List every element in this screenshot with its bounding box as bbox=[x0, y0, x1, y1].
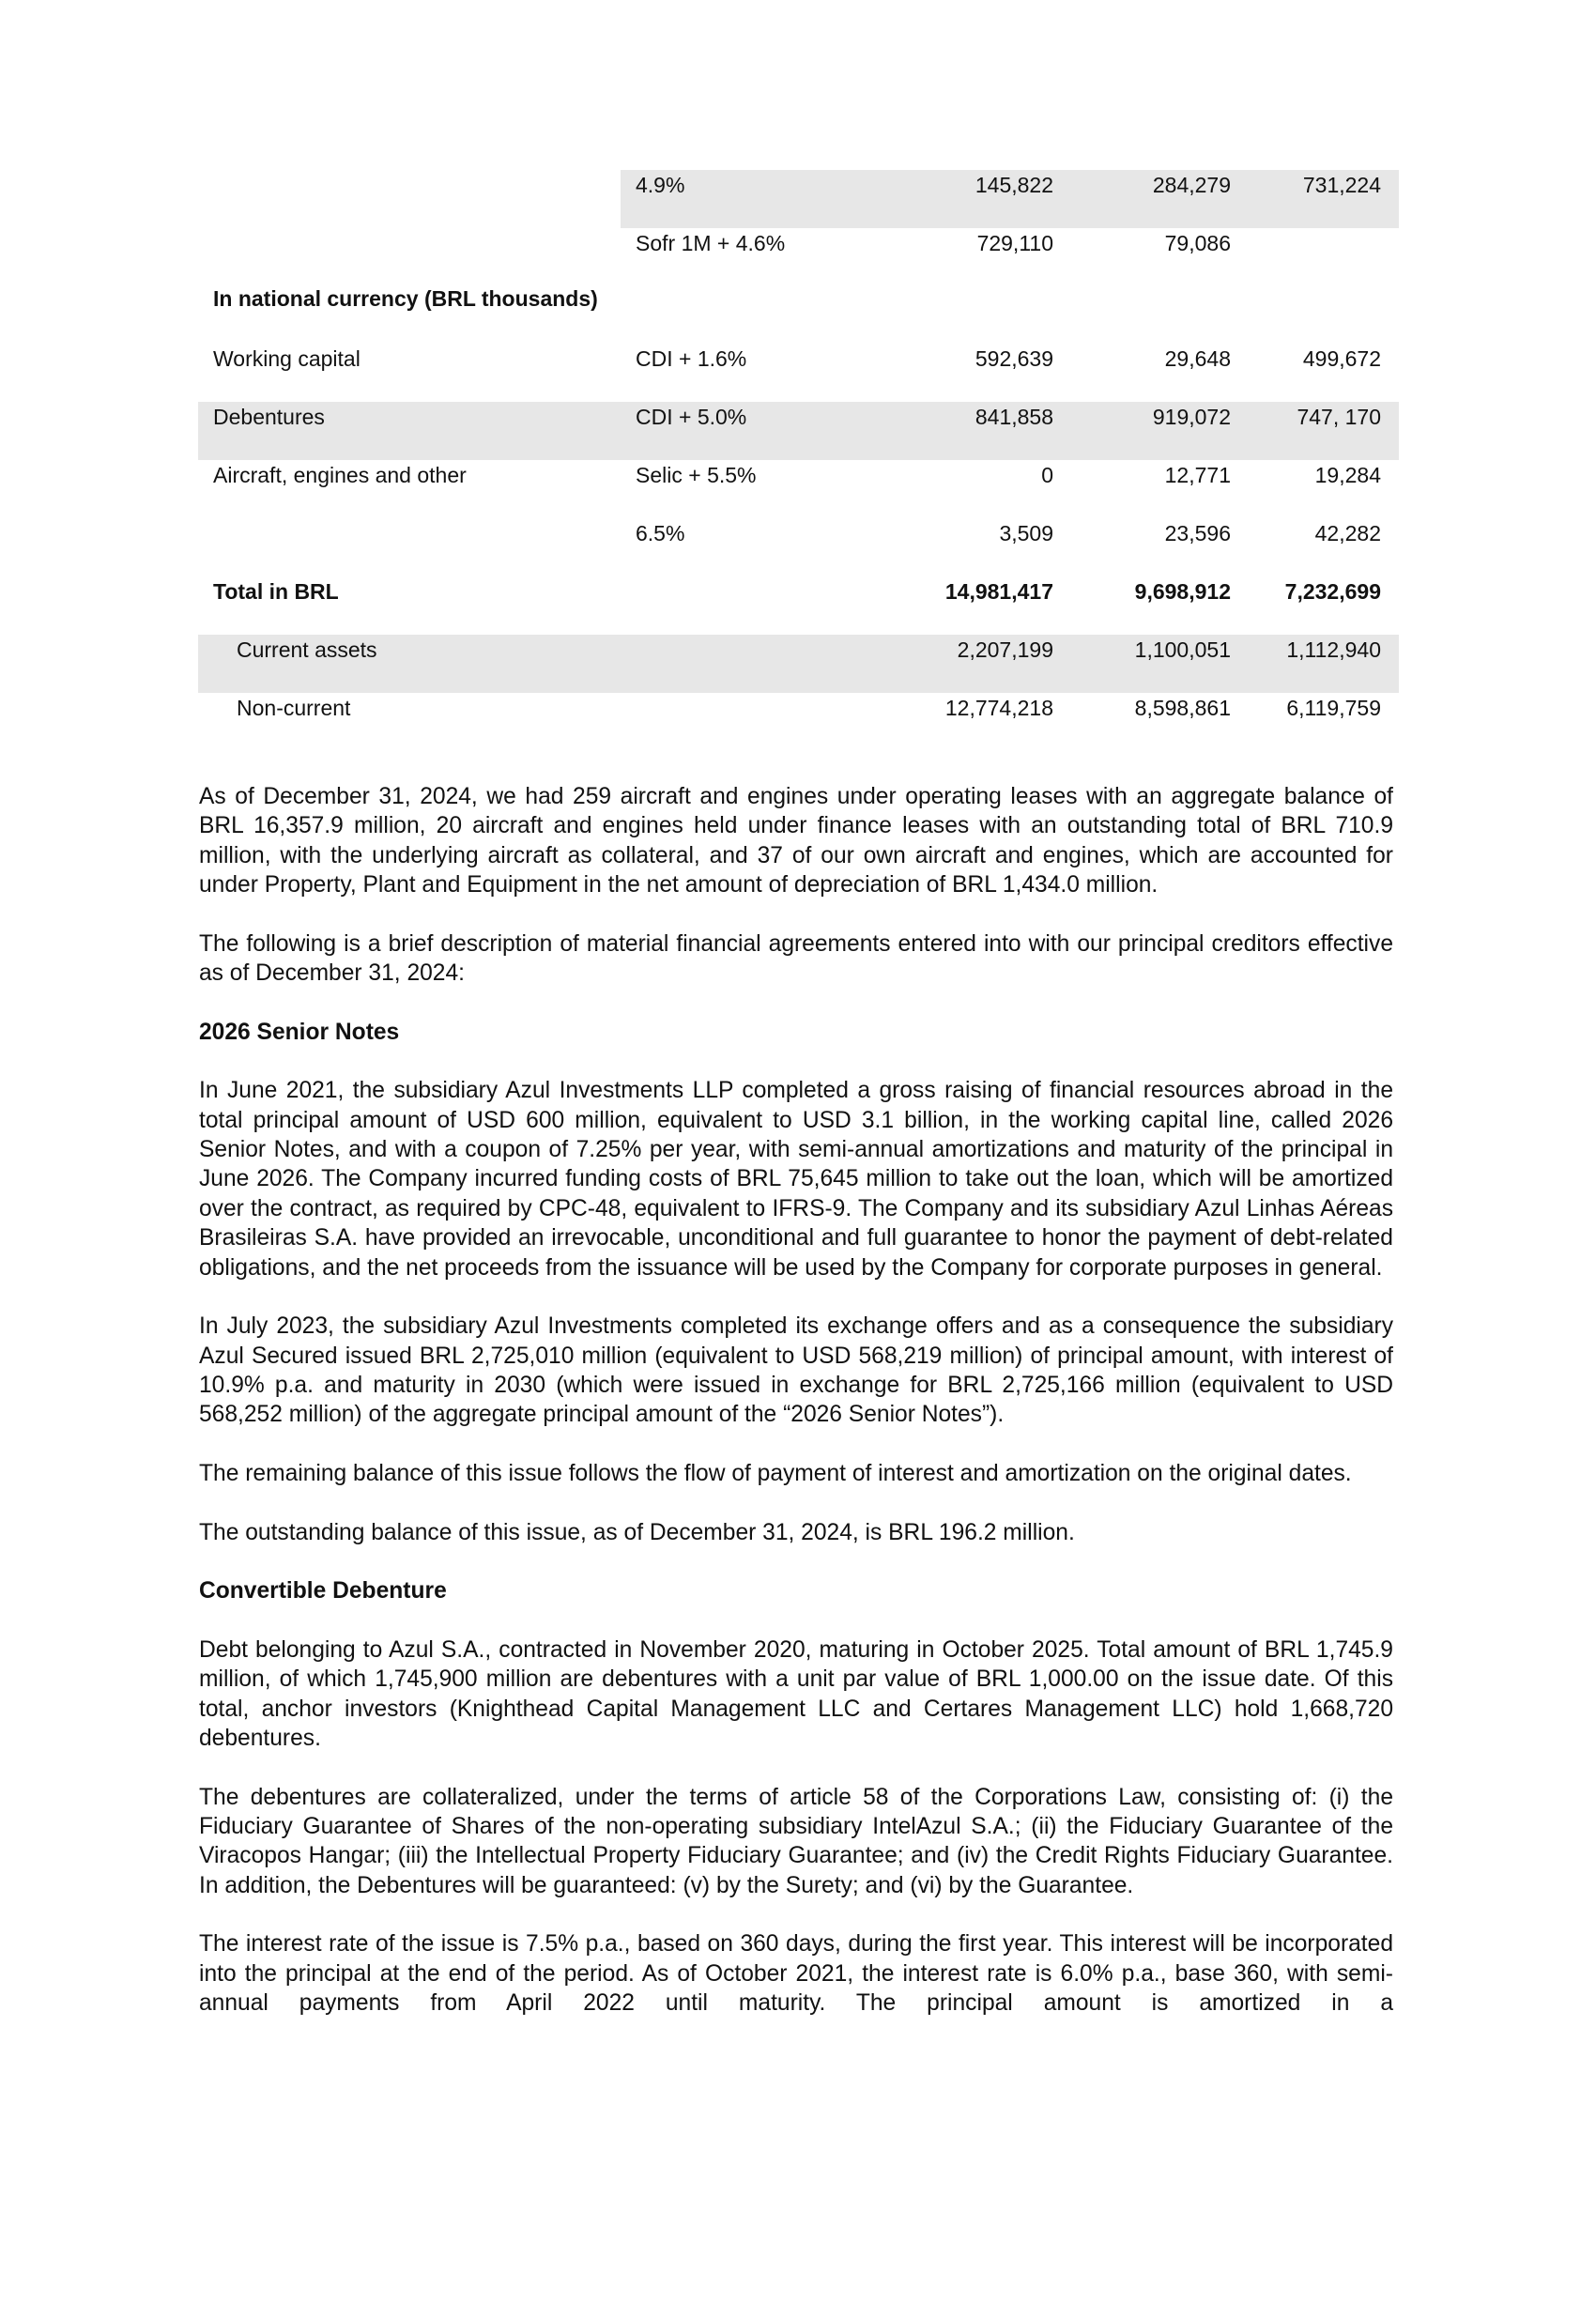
row-rate bbox=[621, 635, 917, 693]
document-body bbox=[199, 782, 1393, 2018]
row-label bbox=[198, 228, 621, 286]
total-label: Total in BRL bbox=[213, 579, 339, 604]
row-value-2: 23,596 bbox=[1164, 521, 1231, 545]
row-label: Debentures bbox=[198, 402, 621, 460]
row-value-1: 145,822 bbox=[917, 170, 1053, 228]
row-label: Aircraft, engines and other bbox=[213, 463, 467, 487]
total-value-3: 7,232,699 bbox=[1284, 579, 1381, 604]
paragraph-debenture-interest: The interest rate of the issue is 7.5% p.a., based on 360 days, during the first year. This interest will be incorporated into the principal at the end of the period. As of October 2021, the interest rate is 6.0% p.a., base 360, with semi-annual payments from April 2022 until maturity. The principal amount is amortized in a bbox=[199, 1931, 1393, 2017]
table-total-row bbox=[198, 576, 1399, 635]
row-value-2: 284,279 bbox=[1053, 170, 1231, 228]
row-label: Working capital bbox=[213, 346, 361, 371]
table-row bbox=[198, 344, 1399, 402]
row-value-3: 42,282 bbox=[1314, 521, 1381, 545]
total-value-1: 14,981,417 bbox=[944, 579, 1053, 604]
section-label: In national currency (BRL thousands) bbox=[213, 286, 598, 311]
row-label bbox=[198, 170, 621, 228]
row-value-3: 747, 170 bbox=[1231, 402, 1381, 460]
row-value-1: 3,509 bbox=[999, 521, 1053, 545]
row-label: Current assets bbox=[198, 635, 621, 693]
row-value-2: 919,072 bbox=[1053, 402, 1231, 460]
table-row bbox=[198, 518, 1399, 576]
row-value-1: 2,207,199 bbox=[917, 635, 1053, 693]
row-pad bbox=[1381, 402, 1399, 460]
row-value-3: 499,672 bbox=[1302, 346, 1381, 371]
row-pad bbox=[1381, 576, 1399, 635]
table-row bbox=[198, 460, 1399, 518]
row-rate: CDI + 1.6% bbox=[636, 346, 747, 371]
paragraph-outstanding-balance: The outstanding balance of this issue, as of December 31, 2024, is BRL 196.2 million. bbox=[199, 1519, 1075, 1545]
row-value-2: 1,100,051 bbox=[1053, 635, 1231, 693]
row-value-1 bbox=[917, 286, 1053, 344]
paragraph-exchange-offers: In July 2023, the subsidiary Azul Investments completed its exchange offers and as a consequence the subsidiary Azul Secured issued BRL 2,725,010 million (equivalent to USD 568,219 million) of principal amount, with interest of 10.9% p.a. and maturity in 2030 (which were issued in exchange for BRL 2,725,166 million (equivalent to USD 568,252 million) of the aggregate principal amount of the “2026 Senior Notes”). bbox=[199, 1313, 1393, 1428]
loans-financing-table bbox=[198, 170, 1399, 751]
row-value-1: 12,774,218 bbox=[944, 696, 1053, 720]
paragraph-aircraft-leases: As of December 31, 2024, we had 259 aircraft and engines under operating leases with an aggregate balance of BRL 16,357.9 million, 20 aircraft and engines held under finance leases with an outstanding total of BRL 710.9 million, with the underlying aircraft as collateral, and 37 of our own aircraft and engines, which are accounted for under Property, Plant and Equipment in the net amount of depreciation of BRL 1,434.0 million. bbox=[199, 784, 1393, 898]
table-section-header bbox=[198, 286, 1399, 344]
row-pad bbox=[1381, 228, 1399, 286]
row-rate: CDI + 5.0% bbox=[621, 402, 917, 460]
row-value-3: 731,224 bbox=[1231, 170, 1381, 228]
row-pad bbox=[1381, 635, 1399, 693]
row-label: Non-current bbox=[237, 696, 351, 720]
row-pad bbox=[1381, 693, 1399, 751]
row-value-2: 29,648 bbox=[1164, 346, 1231, 371]
row-rate: Selic + 5.5% bbox=[636, 463, 757, 487]
row-value-2 bbox=[1053, 286, 1231, 344]
row-pad bbox=[1381, 344, 1399, 402]
row-value-2: 12,771 bbox=[1164, 463, 1231, 487]
row-value-1: 841,858 bbox=[917, 402, 1053, 460]
row-rate: 4.9% bbox=[621, 170, 917, 228]
table-row bbox=[198, 170, 1399, 228]
paragraph-debenture-description: Debt belonging to Azul S.A., contracted in November 2020, maturing in October 2025. Total amount of BRL 1,745.9 million, of which 1,745,900 million are debentures with a unit par value of BRL 1,000.00 on the issue date. Of this total, anchor investors (Knighthead Capital Management LLC and Certares Management LLC) hold 1,668,720 debentures. bbox=[199, 1636, 1393, 1751]
paragraph-remaining-balance: The remaining balance of this issue follows the flow of payment of interest and amortization on the original dates. bbox=[199, 1460, 1352, 1486]
row-pad bbox=[1381, 286, 1399, 344]
paragraph-senior-notes-issuance: In June 2021, the subsidiary Azul Investments LLP completed a gross raising of financial resources abroad in the total principal amount of USD 600 million, equivalent to USD 3.1 billion, in the working capital line, called 2026 Senior Notes, and with a coupon of 7.25% per year, with semi-annual amortizations and maturity of the principal in June 2026. The Company incurred funding costs of BRL 75,645 million to take out the loan, which will be amortized over the contract, as required by CPC-48, equivalent to IFRS-9. The Company and its subsidiary Azul Linhas Aéreas Brasileiras S.A. have provided an irrevocable, unconditional and full guarantee to honor the payment of debt-related obligations, and the net proceeds from the issuance will be used by the Company for corporate purposes in general. bbox=[199, 1078, 1393, 1281]
row-value-3: 1,112,940 bbox=[1231, 635, 1381, 693]
row-rate bbox=[621, 286, 917, 344]
row-pad bbox=[1381, 460, 1399, 518]
row-value-1: 592,639 bbox=[974, 346, 1053, 371]
table-row bbox=[198, 402, 1399, 460]
row-value-2: 8,598,861 bbox=[1134, 696, 1231, 720]
row-rate bbox=[621, 576, 917, 635]
row-rate bbox=[621, 693, 917, 751]
row-value-3 bbox=[1231, 286, 1381, 344]
row-pad bbox=[1381, 170, 1399, 228]
row-label bbox=[198, 518, 621, 576]
table-row bbox=[198, 228, 1399, 286]
row-rate: Sofr 1M + 4.6% bbox=[636, 231, 786, 255]
row-value-1: 729,110 bbox=[976, 231, 1053, 255]
row-value-3: 6,119,759 bbox=[1286, 696, 1381, 720]
paragraph-debenture-collateral: The debentures are collateralized, under the terms of article 58 of the Corporations Law, consisting of: (i) the Fiduciary Guarantee of Shares of the non-operating subsidiary IntelAzul S.A.; (ii) the Fiduciary Guarantee of the Viracopos Hangar; (iii) the Intellectual Property Fiduciary Guarantee; and (iv) the Credit Rights Fiduciary Guarantee. In addition, the Debentures will be guaranteed: (v) by the Surety; and (vi) by the Guarantee. bbox=[199, 1784, 1393, 1898]
row-value-1: 0 bbox=[1041, 463, 1053, 487]
row-value-3 bbox=[1231, 228, 1381, 286]
paragraph-financial-agreements-intro: The following is a brief description of material financial agreements entered into with our principal creditors effective as of December 31, 2024: bbox=[199, 930, 1393, 987]
total-value-2: 9,698,912 bbox=[1134, 579, 1231, 604]
table-row bbox=[198, 693, 1399, 751]
row-value-2: 79,086 bbox=[1164, 231, 1231, 255]
row-rate: 6.5% bbox=[636, 521, 685, 545]
row-pad bbox=[1381, 518, 1399, 576]
table-row bbox=[198, 635, 1399, 693]
row-value-3: 19,284 bbox=[1314, 463, 1381, 487]
heading-2026-senior-notes: 2026 Senior Notes bbox=[199, 1019, 400, 1045]
heading-convertible-debenture: Convertible Debenture bbox=[199, 1578, 447, 1604]
